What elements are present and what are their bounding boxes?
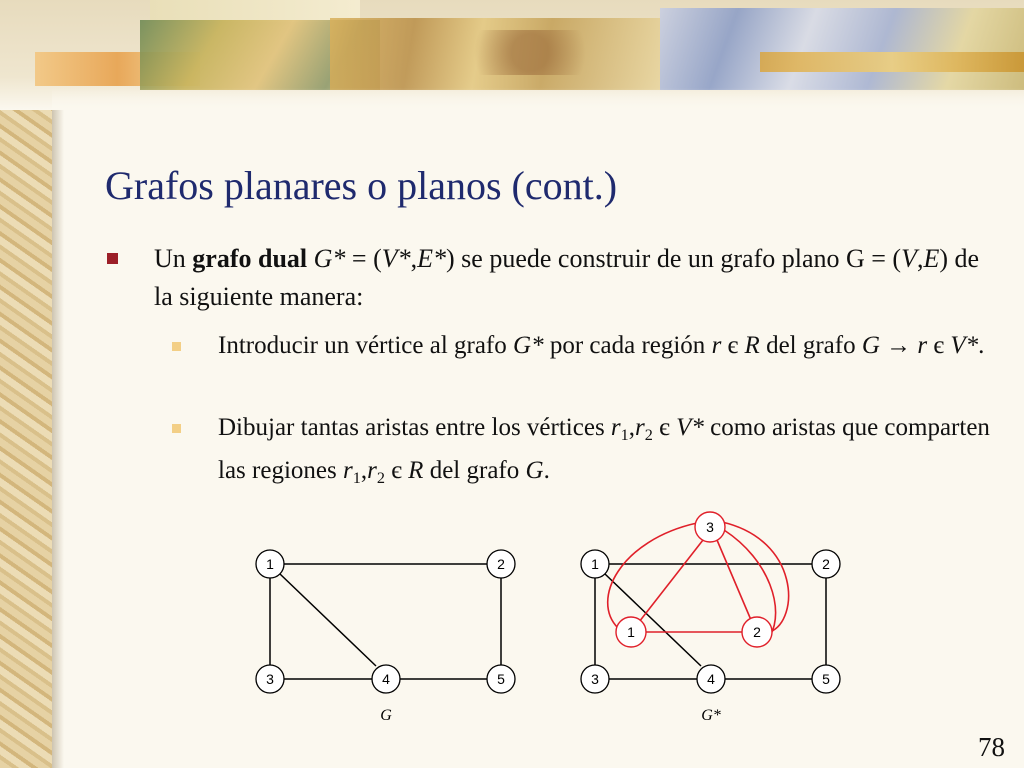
edge-g-1-4: [280, 574, 376, 666]
svg-text:3: 3: [266, 671, 274, 687]
svg-text:1: 1: [591, 556, 599, 572]
dual-node-1: [616, 617, 646, 647]
svg-text:1: 1: [266, 556, 274, 572]
sub-bullet-item-1: Introducir un vértice al grafo G* por cada región r є R del grafo G → r є V*.: [218, 332, 985, 359]
graph-g-star: [581, 512, 840, 724]
bullet-item-1: Un grafo dual G* = (V*,E*) se puede construir de un grafo plano G = (V,E) de la siguiente manera:: [154, 244, 980, 311]
svg-text:2: 2: [822, 556, 830, 572]
node-gs-4: [697, 665, 725, 693]
node-gs-1: [581, 550, 609, 578]
node-gs-3: [581, 665, 609, 693]
node-g-5: [487, 665, 515, 693]
svg-text:4: 4: [382, 671, 390, 687]
graph-g: [256, 550, 515, 724]
page-number: 78: [978, 732, 1005, 762]
svg-text:2: 2: [753, 624, 761, 640]
caption-g: G: [380, 707, 392, 724]
sub-bullet-item-2: Dibujar tantas aristas entre los vértices $r_1,r_2$ є V* como aristas que comparten las regiones $r_1,r_2$ є R del grafo G.: [218, 414, 990, 487]
svg-text:3: 3: [591, 671, 599, 687]
node-g-4: [372, 665, 400, 693]
svg-text:2: 2: [497, 556, 505, 572]
caption-g-star: G*: [701, 707, 721, 724]
node-gs-5: [812, 665, 840, 693]
svg-text:4: 4: [707, 671, 715, 687]
svg-text:1: 1: [627, 624, 635, 640]
svg-text:5: 5: [497, 671, 505, 687]
dual-node-3: [695, 512, 725, 542]
node-gs-2: [812, 550, 840, 578]
svg-text:3: 3: [706, 519, 714, 535]
node-g-3: [256, 665, 284, 693]
dual-node-2: [742, 617, 772, 647]
node-g-1: [256, 550, 284, 578]
node-g-2: [487, 550, 515, 578]
svg-text:5: 5: [822, 671, 830, 687]
slide-title: Grafos planares o planos (cont.): [105, 163, 618, 208]
